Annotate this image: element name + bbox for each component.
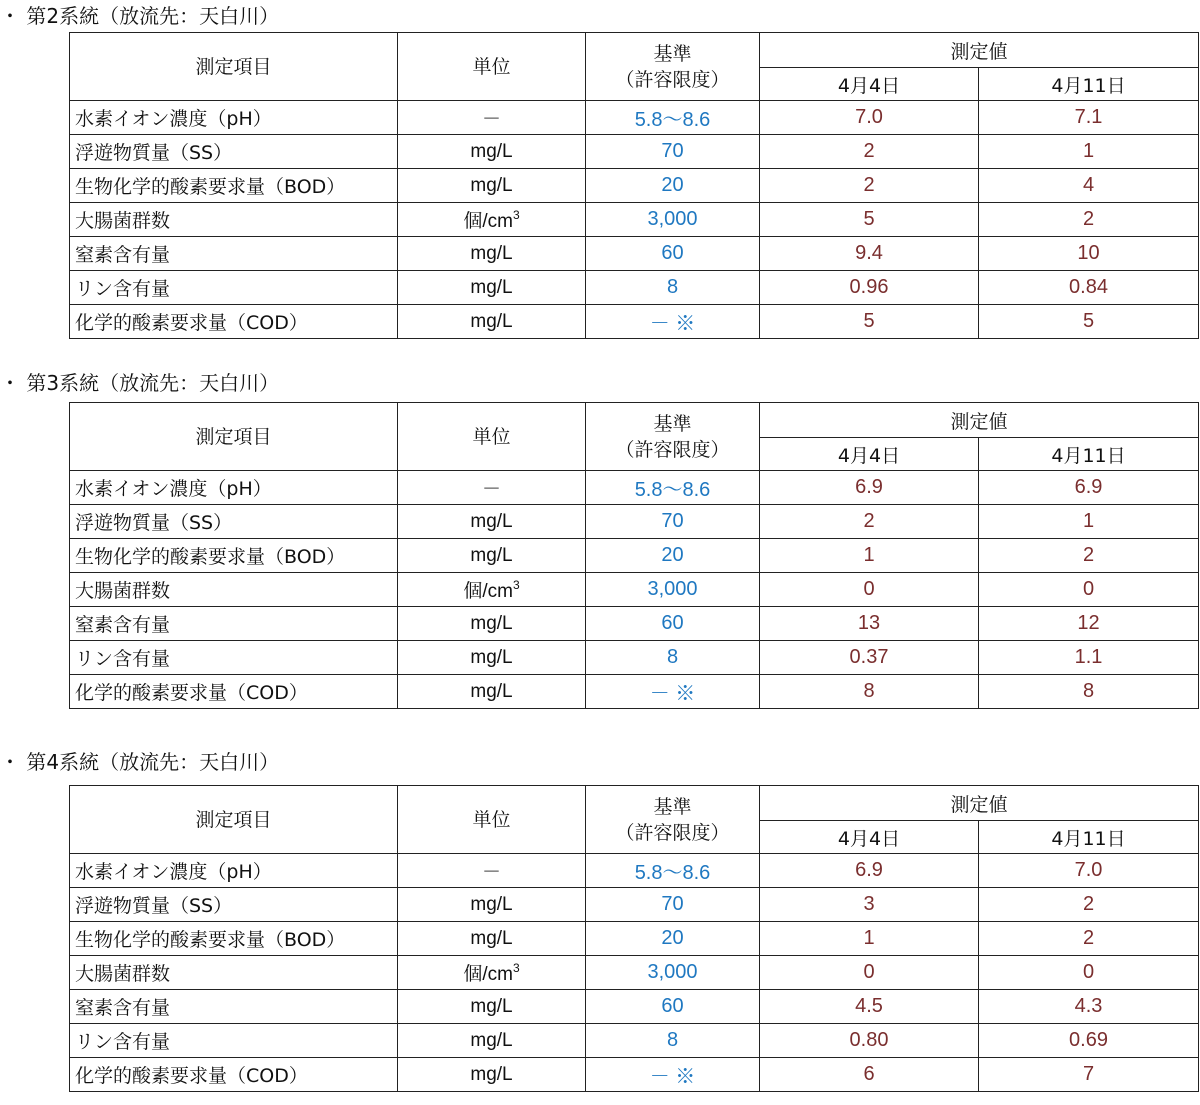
row-value-1: 0 <box>760 956 979 990</box>
row-item: 生物化学的酸素要求量（BOD） <box>70 922 398 956</box>
row-standard: 60 <box>586 990 760 1024</box>
header-item: 測定項目 <box>70 33 398 101</box>
row-value-1: 8 <box>760 675 979 709</box>
header-standard-line2: （許容限度） <box>615 438 730 461</box>
row-item: 水素イオン濃度（pH） <box>70 101 398 135</box>
row-item: 水素イオン濃度（pH） <box>70 854 398 888</box>
row-value-1: 1 <box>760 922 979 956</box>
header-unit: 単位 <box>398 403 586 471</box>
row-value-2: 1 <box>979 505 1199 539</box>
row-value-1: 6 <box>760 1058 979 1092</box>
header-standard-line1: 基準 <box>653 42 692 65</box>
row-standard: 5.8～8.6 <box>586 101 760 135</box>
unit-superscript: 3 <box>512 578 520 592</box>
row-item: 生物化学的酸素要求量（BOD） <box>70 169 398 203</box>
row-value-2: 4.3 <box>979 990 1199 1024</box>
row-value-1: 0.37 <box>760 641 979 675</box>
row-unit: mg/L <box>398 271 586 305</box>
row-value-2: 10 <box>979 237 1199 271</box>
measurement-table-system-4 <box>69 785 1199 1092</box>
table-row <box>70 641 1199 675</box>
row-value-2: 0 <box>979 573 1199 607</box>
header-standard <box>586 33 760 101</box>
row-standard: 5.8～8.6 <box>586 854 760 888</box>
row-standard: 8 <box>586 1024 760 1058</box>
row-unit: mg/L <box>398 135 586 169</box>
row-value-2: 2 <box>979 888 1199 922</box>
row-unit: mg/L <box>398 675 586 709</box>
table-row <box>70 237 1199 271</box>
table-row <box>70 1024 1199 1058</box>
row-unit: mg/L <box>398 1058 586 1092</box>
row-item: 化学的酸素要求量（COD） <box>70 1058 398 1092</box>
section-title-system-4: ・ 第4系統（放流先：天白川） <box>0 750 280 774</box>
row-item: 浮遊物質量（SS） <box>70 135 398 169</box>
row-item: 大腸菌群数 <box>70 956 398 990</box>
row-unit: mg/L <box>398 888 586 922</box>
header-item: 測定項目 <box>70 786 398 854</box>
header-date-1: 4月4日 <box>760 821 979 854</box>
row-value-2: 1.1 <box>979 641 1199 675</box>
row-value-1: 0.80 <box>760 1024 979 1058</box>
row-item: 大腸菌群数 <box>70 203 398 237</box>
row-standard: 70 <box>586 135 760 169</box>
table-row <box>70 203 1199 237</box>
table-row <box>70 990 1199 1024</box>
table-row <box>70 888 1199 922</box>
table-row <box>70 1058 1199 1092</box>
row-standard: 3,000 <box>586 956 760 990</box>
table-row <box>70 573 1199 607</box>
header-date-2: 4月11日 <box>979 438 1199 471</box>
row-value-1: 7.0 <box>760 101 979 135</box>
row-item: 水素イオン濃度（pH） <box>70 471 398 505</box>
measurement-table-system-2 <box>69 32 1199 339</box>
row-standard: 20 <box>586 539 760 573</box>
row-item: 窒素含有量 <box>70 990 398 1024</box>
row-unit: － <box>398 854 586 888</box>
table-row <box>70 471 1199 505</box>
row-value-2: 0.84 <box>979 271 1199 305</box>
header-date-2: 4月11日 <box>979 68 1199 101</box>
table-row <box>70 675 1199 709</box>
row-unit: mg/L <box>398 1024 586 1058</box>
row-value-2: 6.9 <box>979 471 1199 505</box>
row-standard: 20 <box>586 169 760 203</box>
table-row <box>70 169 1199 203</box>
section-title-system-2: ・ 第2系統（放流先：天白川） <box>0 4 280 28</box>
row-item: 浮遊物質量（SS） <box>70 505 398 539</box>
row-value-1: 3 <box>760 888 979 922</box>
row-unit <box>398 573 586 607</box>
table-row <box>70 101 1199 135</box>
row-unit: － <box>398 101 586 135</box>
header-unit: 単位 <box>398 33 586 101</box>
row-value-1: 5 <box>760 305 979 339</box>
row-item: 窒素含有量 <box>70 237 398 271</box>
row-value-2: 8 <box>979 675 1199 709</box>
row-standard: 5.8～8.6 <box>586 471 760 505</box>
row-standard: 8 <box>586 641 760 675</box>
row-item: リン含有量 <box>70 1024 398 1058</box>
row-standard: － ※ <box>586 305 760 339</box>
row-value-2: 0.69 <box>979 1024 1199 1058</box>
row-unit: mg/L <box>398 990 586 1024</box>
row-standard: 20 <box>586 922 760 956</box>
row-value-2: 7 <box>979 1058 1199 1092</box>
row-standard: 60 <box>586 237 760 271</box>
measurement-table-system-3 <box>69 402 1199 709</box>
row-standard: 8 <box>586 271 760 305</box>
table-row <box>70 922 1199 956</box>
header-date-1: 4月4日 <box>760 438 979 471</box>
table-row <box>70 135 1199 169</box>
unit-superscript: 3 <box>512 208 520 222</box>
row-value-1: 5 <box>760 203 979 237</box>
row-value-1: 6.9 <box>760 854 979 888</box>
row-standard: 3,000 <box>586 573 760 607</box>
header-standard <box>586 403 760 471</box>
unit-base: 個/cm <box>463 211 513 232</box>
header-date-2: 4月11日 <box>979 821 1199 854</box>
row-unit: mg/L <box>398 505 586 539</box>
table-row <box>70 505 1199 539</box>
row-value-2: 7.1 <box>979 101 1199 135</box>
row-item: 浮遊物質量（SS） <box>70 888 398 922</box>
table-row <box>70 271 1199 305</box>
row-value-2: 2 <box>979 922 1199 956</box>
section-title-system-3: ・ 第3系統（放流先：天白川） <box>0 371 280 395</box>
row-unit <box>398 203 586 237</box>
row-unit: mg/L <box>398 237 586 271</box>
table-row <box>70 854 1199 888</box>
row-value-2: 5 <box>979 305 1199 339</box>
row-value-2: 0 <box>979 956 1199 990</box>
row-value-1: 2 <box>760 505 979 539</box>
header-measured: 測定値 <box>760 403 1199 438</box>
row-standard: 60 <box>586 607 760 641</box>
row-standard: 3,000 <box>586 203 760 237</box>
row-value-1: 6.9 <box>760 471 979 505</box>
row-unit <box>398 956 586 990</box>
row-value-2: 7.0 <box>979 854 1199 888</box>
row-value-2: 1 <box>979 135 1199 169</box>
row-value-1: 0.96 <box>760 271 979 305</box>
row-unit: mg/L <box>398 641 586 675</box>
header-date-1: 4月4日 <box>760 68 979 101</box>
row-item: 化学的酸素要求量（COD） <box>70 675 398 709</box>
unit-base: 個/cm <box>463 581 513 602</box>
table-row <box>70 305 1199 339</box>
table-row <box>70 607 1199 641</box>
row-unit: mg/L <box>398 169 586 203</box>
unit-base: 個/cm <box>463 964 513 985</box>
header-measured: 測定値 <box>760 786 1199 821</box>
row-value-1: 0 <box>760 573 979 607</box>
header-item: 測定項目 <box>70 403 398 471</box>
row-item: 化学的酸素要求量（COD） <box>70 305 398 339</box>
row-unit: mg/L <box>398 305 586 339</box>
row-standard: 70 <box>586 888 760 922</box>
row-standard: － ※ <box>586 1058 760 1092</box>
row-value-1: 1 <box>760 539 979 573</box>
header-measured: 測定値 <box>760 33 1199 68</box>
row-unit: mg/L <box>398 607 586 641</box>
header-unit: 単位 <box>398 786 586 854</box>
row-value-1: 2 <box>760 135 979 169</box>
row-value-2: 2 <box>979 203 1199 237</box>
row-standard: 70 <box>586 505 760 539</box>
row-item: 大腸菌群数 <box>70 573 398 607</box>
unit-superscript: 3 <box>512 961 520 975</box>
row-standard: － ※ <box>586 675 760 709</box>
header-standard-line1: 基準 <box>653 795 692 818</box>
header-standard-line2: （許容限度） <box>615 821 730 844</box>
table-row <box>70 956 1199 990</box>
row-unit: － <box>398 471 586 505</box>
header-standard-line1: 基準 <box>653 412 692 435</box>
row-value-1: 4.5 <box>760 990 979 1024</box>
table-row <box>70 539 1199 573</box>
row-item: リン含有量 <box>70 641 398 675</box>
header-standard-line2: （許容限度） <box>615 68 730 91</box>
row-item: 窒素含有量 <box>70 607 398 641</box>
row-value-1: 2 <box>760 169 979 203</box>
row-value-2: 12 <box>979 607 1199 641</box>
row-unit: mg/L <box>398 922 586 956</box>
row-value-1: 9.4 <box>760 237 979 271</box>
row-unit: mg/L <box>398 539 586 573</box>
row-value-2: 4 <box>979 169 1199 203</box>
row-item: リン含有量 <box>70 271 398 305</box>
row-value-2: 2 <box>979 539 1199 573</box>
row-item: 生物化学的酸素要求量（BOD） <box>70 539 398 573</box>
row-value-1: 13 <box>760 607 979 641</box>
header-standard <box>586 786 760 854</box>
